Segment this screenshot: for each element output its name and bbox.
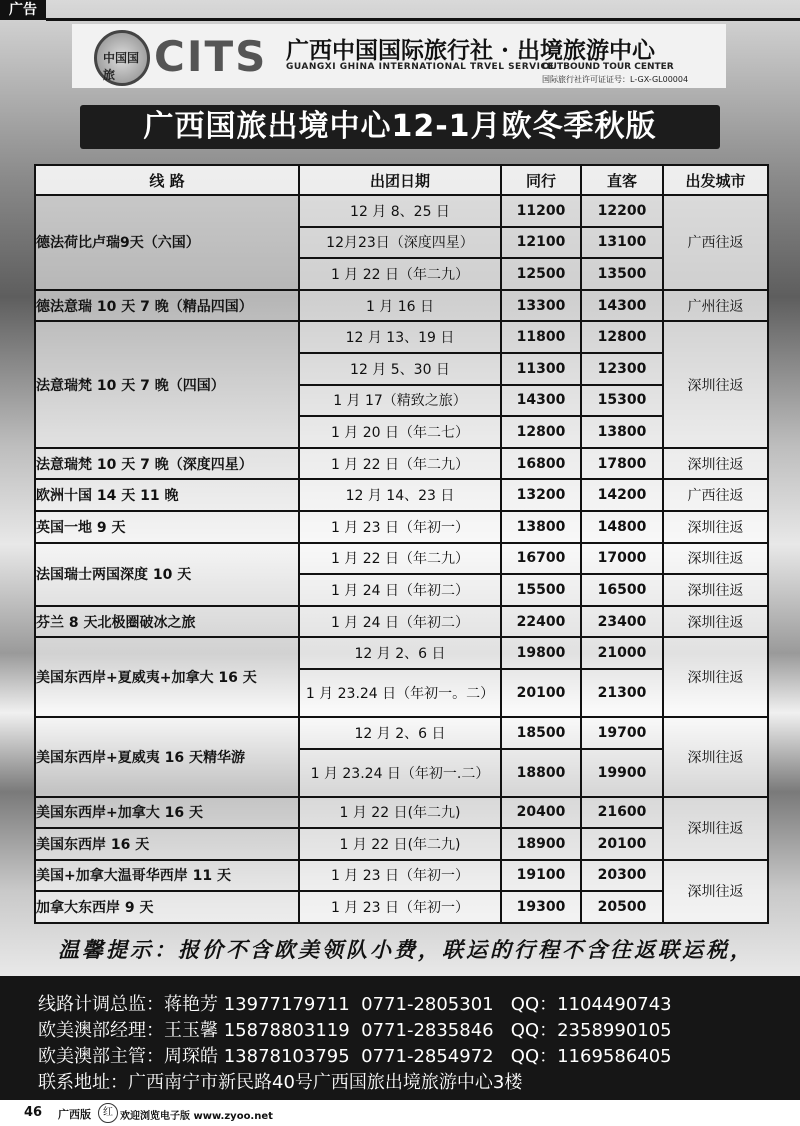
peer-price: 15500 <box>501 574 581 606</box>
departure-date: 12 月 2、6 日 <box>299 717 501 749</box>
route-name: 英国一地 9 天 <box>35 511 299 543</box>
direct-price: 20500 <box>581 891 663 923</box>
peer-price: 18900 <box>501 828 581 860</box>
table-row <box>35 717 768 749</box>
departure-date: 12 月 13、19 日 <box>299 321 501 353</box>
route-name: 芬兰 8 天北极圈破冰之旅 <box>35 606 299 638</box>
table-row <box>35 828 768 860</box>
departure-city: 广西往返 <box>663 479 768 511</box>
warm-tip: 温馨提示：报价不含欧美领队小费，联运的行程不含往返联运税， <box>58 937 754 962</box>
departure-date: 1 月 22 日(年二九) <box>299 797 501 829</box>
departure-date: 1 月 22 日（年二九） <box>299 448 501 480</box>
peer-price: 13800 <box>501 511 581 543</box>
peer-price: 13200 <box>501 479 581 511</box>
peer-price: 19100 <box>501 860 581 892</box>
contact-line: 欧美澳部经理：王玉馨 15878803119 0771-2835846 QQ：2358990105 <box>38 1020 672 1041</box>
route-name: 欧洲十国 14 天 11 晚 <box>35 479 299 511</box>
direct-price: 13500 <box>581 258 663 290</box>
departure-city: 广州往返 <box>663 290 768 322</box>
direct-price: 15300 <box>581 385 663 417</box>
direct-price: 23400 <box>581 606 663 638</box>
contact-line: 线路计调总监：蒋艳芳 13977179711 0771-2805301 QQ：1104490743 <box>38 994 672 1015</box>
departure-date: 1 月 24 日（年初二） <box>299 574 501 606</box>
peer-price: 14300 <box>501 385 581 417</box>
table-row <box>35 448 768 480</box>
website-link[interactable]: 欢迎浏览电子版 www.zyoo.net <box>120 1111 273 1122</box>
departure-date: 1 月 23 日（年初一） <box>299 891 501 923</box>
direct-price: 20100 <box>581 828 663 860</box>
direct-price: 19900 <box>581 749 663 797</box>
route-name: 美国东西岸+夏威夷+加拿大 16 天 <box>35 637 299 717</box>
direct-price: 17800 <box>581 448 663 480</box>
route-name: 美国东西岸+夏威夷 16 天精华游 <box>35 717 299 797</box>
direct-price: 14300 <box>581 290 663 322</box>
peer-price: 20400 <box>501 797 581 829</box>
peer-price: 19800 <box>501 637 581 669</box>
peer-price: 12800 <box>501 416 581 448</box>
departure-city: 深圳往返 <box>663 606 768 638</box>
peer-price: 22400 <box>501 606 581 638</box>
peer-price: 16700 <box>501 543 581 575</box>
peer-price: 11300 <box>501 353 581 385</box>
departure-date: 12 月 5、30 日 <box>299 353 501 385</box>
cits-globe-icon <box>94 30 150 86</box>
table-row <box>35 290 768 322</box>
peer-price: 19300 <box>501 891 581 923</box>
contact-address: 联系地址：广西南宁市新民路40号广西国旅出境旅游中心3楼 <box>38 1072 523 1093</box>
page-number: 46 <box>24 1105 43 1120</box>
direct-price: 19700 <box>581 717 663 749</box>
departure-date: 1 月 20 日（年二七） <box>299 416 501 448</box>
peer-price: 16800 <box>501 448 581 480</box>
departure-date: 1 月 22 日(年二九) <box>299 828 501 860</box>
route-name: 德法意瑞 10 天 7 晚（精品四国） <box>35 290 299 322</box>
route-name: 法国瑞士两国深度 10 天 <box>35 543 299 606</box>
contact-panel <box>0 976 800 1100</box>
departure-city: 深圳往返 <box>663 797 768 860</box>
table-row <box>35 797 768 829</box>
page-title: 广西国旅出境中心12-1月欧冬季秋版 <box>143 109 657 144</box>
departure-date: 1 月 22 日（年二九） <box>299 258 501 290</box>
departure-city: 深圳往返 <box>663 543 768 575</box>
agency-header <box>72 24 726 88</box>
table-row <box>35 511 768 543</box>
departure-date: 1 月 23 日（年初一） <box>299 511 501 543</box>
logo-text: CITS <box>154 32 268 81</box>
direct-price: 12300 <box>581 353 663 385</box>
peer-price: 11200 <box>501 195 581 227</box>
header-direct-price: 直客 <box>581 165 663 195</box>
departure-date: 12月23日（深度四星） <box>299 227 501 259</box>
departure-city: 深圳往返 <box>663 574 768 606</box>
license-number: 国际旅行社许可证证号：L-GX-GL00004 <box>542 75 689 84</box>
direct-price: 12200 <box>581 195 663 227</box>
peer-price: 12500 <box>501 258 581 290</box>
direct-price: 16500 <box>581 574 663 606</box>
agency-name: 广西中国国际旅行社 · 出境旅游中心 <box>286 37 656 64</box>
peer-price: 18800 <box>501 749 581 797</box>
direct-price: 21600 <box>581 797 663 829</box>
peer-price: 12100 <box>501 227 581 259</box>
departure-city: 深圳往返 <box>663 860 768 923</box>
page-footer <box>0 1100 800 1126</box>
table-row <box>35 637 768 669</box>
header-date: 出团日期 <box>299 165 501 195</box>
header-peer-price: 同行 <box>501 165 581 195</box>
direct-price: 13800 <box>581 416 663 448</box>
departure-city: 深圳往返 <box>663 321 768 447</box>
logo-badge: 中国国旅 <box>103 51 140 82</box>
header-route: 线 路 <box>35 165 299 195</box>
direct-price: 21000 <box>581 637 663 669</box>
direct-price: 20300 <box>581 860 663 892</box>
ad-tag: 广告 <box>0 0 46 20</box>
route-name: 法意瑞梵 10 天 7 晚（深度四星） <box>35 448 299 480</box>
center-english-name: OUTBOUND TOUR CENTER <box>542 62 674 72</box>
direct-price: 17000 <box>581 543 663 575</box>
table-row <box>35 860 768 892</box>
route-name: 美国东西岸+加拿大 16 天 <box>35 797 299 829</box>
header-departure-city: 出发城市 <box>663 165 768 195</box>
departure-city: 深圳往返 <box>663 448 768 480</box>
table-row <box>35 479 768 511</box>
table-row <box>35 195 768 227</box>
table-row <box>35 543 768 575</box>
direct-price: 21300 <box>581 669 663 717</box>
departure-date: 1 月 24 日（年初二） <box>299 606 501 638</box>
ad-divider <box>46 18 800 21</box>
route-name: 美国+加拿大温哥华西岸 11 天 <box>35 860 299 892</box>
direct-price: 14200 <box>581 479 663 511</box>
departure-city: 深圳往返 <box>663 717 768 797</box>
departure-date: 1 月 23 日（年初一） <box>299 860 501 892</box>
table-row <box>35 606 768 638</box>
departure-date: 12 月 14、23 日 <box>299 479 501 511</box>
table-header-row <box>35 165 768 195</box>
agency-english-name: GUANGXI GHINA INTERNATIONAL TRVEL SERVICE <box>286 62 555 72</box>
departure-date: 1 月 16 日 <box>299 290 501 322</box>
peer-price: 13300 <box>501 290 581 322</box>
departure-date: 12 月 8、25 日 <box>299 195 501 227</box>
departure-date: 1 月 22 日（年二九） <box>299 543 501 575</box>
price-table <box>34 164 769 924</box>
route-name: 法意瑞梵 10 天 7 晚（四国） <box>35 321 299 447</box>
direct-price: 14800 <box>581 511 663 543</box>
departure-date: 12 月 2、6 日 <box>299 637 501 669</box>
departure-date: 1 月 23.24 日（年初一。二） <box>299 669 501 717</box>
direct-price: 12800 <box>581 321 663 353</box>
peer-price: 18500 <box>501 717 581 749</box>
departure-date: 1 月 23.24 日（年初一.二） <box>299 749 501 797</box>
departure-city: 广西往返 <box>663 195 768 290</box>
departure-city: 深圳往返 <box>663 637 768 717</box>
departure-city: 深圳往返 <box>663 511 768 543</box>
table-row <box>35 321 768 353</box>
table-row <box>35 891 768 923</box>
route-name: 美国东西岸 16 天 <box>35 828 299 860</box>
direct-price: 13100 <box>581 227 663 259</box>
route-name: 德法荷比卢瑞9天（六国） <box>35 195 299 290</box>
title-banner <box>80 105 720 149</box>
contact-line: 欧美澳部主管：周琛皓 13878103795 0771-2854972 QQ：1169586405 <box>38 1046 672 1067</box>
edition-label: 广西版 <box>58 1108 91 1121</box>
peer-price: 20100 <box>501 669 581 717</box>
peer-price: 11800 <box>501 321 581 353</box>
hong-logo-icon: 红 <box>98 1103 118 1123</box>
route-name: 加拿大东西岸 9 天 <box>35 891 299 923</box>
departure-date: 1 月 17（精致之旅） <box>299 385 501 417</box>
